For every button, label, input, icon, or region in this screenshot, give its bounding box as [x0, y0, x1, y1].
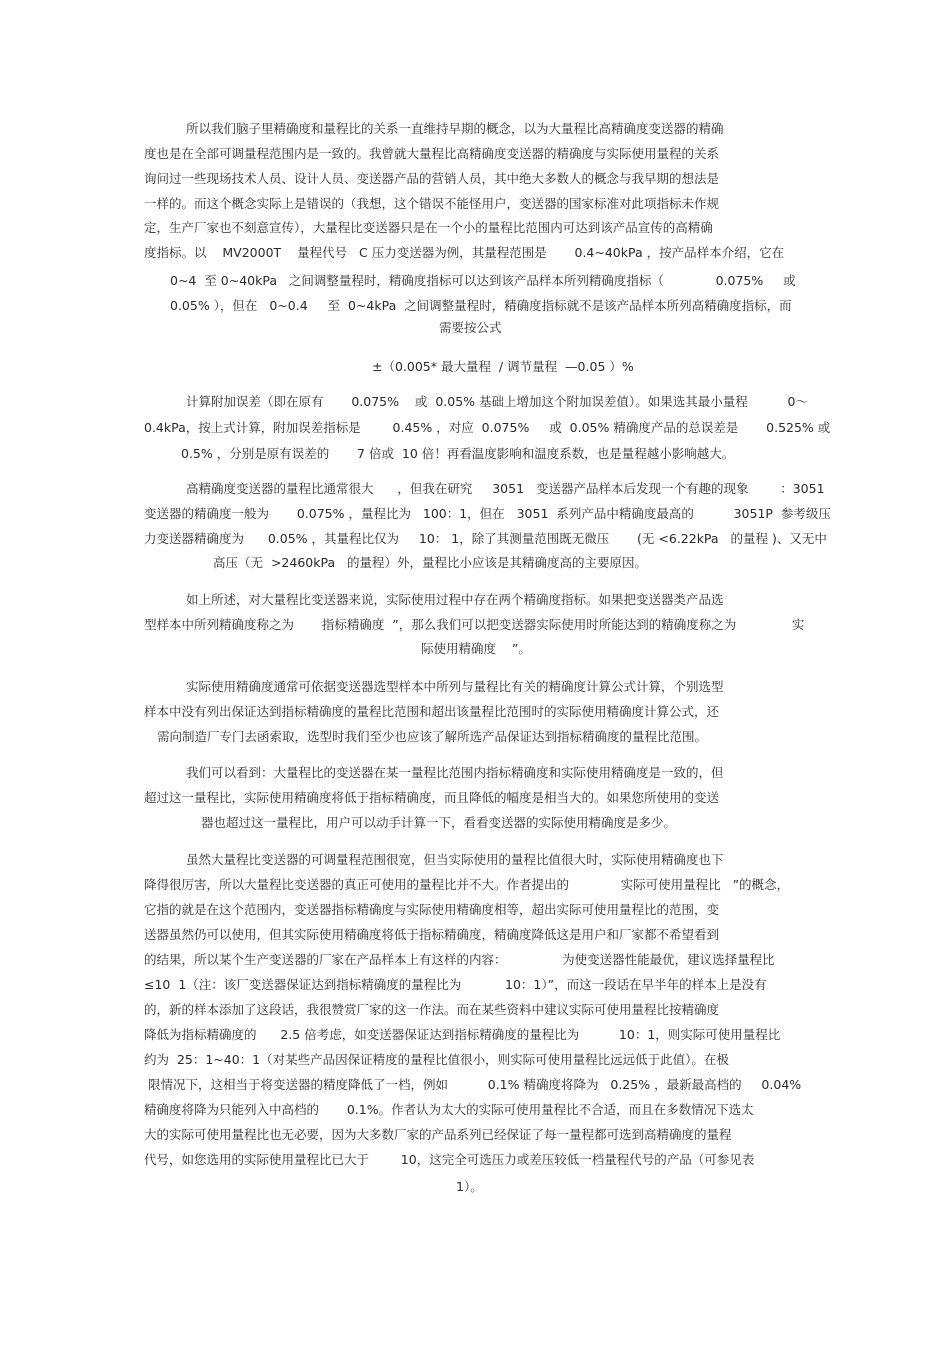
text-line: 高压（无 >2460kPa 的量程）外，量程比小应该是其精确度高的主要原因。 — [213, 555, 648, 570]
text-line: 需向制造厂专门去函索取，选型时我们至少也应该了解所选产品保证达到指标精确度的量程比范围。 — [157, 729, 708, 744]
text-line: 的结果，所以某个生产变送器的厂家在产品样本上有这样的内容： 为使变送器性能最优，建议选择量程比 — [144, 952, 775, 967]
text-line: 大的实际可使用量程比也无必要，因为大多数厂家的产品系列已经保证了每一量程都可选到高精确度的量程 — [144, 1127, 732, 1142]
text-line: 约为 25：1~40：1（对某些产品因保证精度的量程比值很小，则实际可使用量程比远远低于此值）。在极 — [144, 1052, 729, 1067]
text-line: 我们可以看到：大量程比的变送器在某一量程比范围内指标精确度和实际使用精确度是一致的，但 — [186, 765, 724, 780]
text-line: 力变送器精确度为 0.05% ，其量程比仅为 10： 1，除了其测量范围既无微压 (无 <6.22kPa 的量程 )、又无中 — [144, 531, 827, 546]
text-line: 如上所述，对大量程比变送器来说，实际使用过程中存在两个精确度指标。如果把变送器类产品选 — [186, 592, 724, 607]
text-line: 高精确度变送器的量程比通常很大 ，但我在研究 3051 变送器产品样本后发现一个有趣的现象 ：3051 — [186, 481, 825, 496]
text-line: 限情况下，这相当于将变送器的精度降低了一档，例如 0.1% 精确度将降为 0.25% ，最新最高档的 0.04% — [148, 1077, 802, 1092]
text-line: 0~4 至 0~40kPa 之间调整量程时，精确度指标可以达到该产品样本所列精确度指标（ 0.075% 或 — [170, 273, 796, 288]
text-line: 0.4kPa，按上式计算，附加误差指标是 0.45% ，对应 0.075% 或 0.05% 精确度产品的总误差是 0.525% 或 — [144, 420, 831, 435]
text-line: 0.5% ，分别是原有误差的 7 倍或 10 倍！再看温度影响和温度系数，也是量程越小影响越大。 — [181, 446, 735, 461]
text-line: ≤10 1（注：该厂变送器保证达到指标精确度的量程比为 10：1）”，而这一段话在早半年的样本上是没有 — [144, 977, 767, 992]
text-line: 送器虽然仍可以使用，但其实际使用精确度将低于指标精确度，精确度降低这是用户和厂家都不希望看到 — [144, 927, 720, 942]
text-line: 0.05% ），但在 0~0.4 至 0~4kPa 之间调整量程时，精确度指标就不是该产品样本所列高精确度指标，而 — [170, 298, 792, 313]
text-line: 降低为指标精确度的 2.5 倍考虑，如变送器保证达到指标精确度的量程比为 10：1，则实际可使用量程比 — [144, 1027, 781, 1042]
text-line: 需要按公式 — [439, 320, 502, 335]
text-line: 1）。 — [456, 1179, 483, 1194]
text-line: 度也是在全部可调量程范围内是一致的。我曾就大量程比高精确度变送器的精确度与实际使用量程的关系 — [144, 146, 720, 161]
text-line: 型样本中所列精确度称之为 指标精确度 ”，那么我们可以把变送器实际使用时所能达到的精确度称之为 实 — [144, 617, 805, 632]
text-line: 所以我们脑子里精确度和量程比的关系一直维持早期的概念，以为大量程比高精确度变送器的精确 — [186, 121, 724, 136]
text-line: 它指的就是在这个范围内，变送器指标精确度与实际使用精确度相等，超出实际可使用量程比的范围，变 — [144, 902, 720, 917]
text-line: 样本中没有列出保证达到指标精确度的量程比范围和超出该量程比范围时的实际使用精确度计算公式，还 — [144, 704, 720, 719]
text-line: 虽然大量程比变送器的可调量程范围很宽，但当实际使用的量程比值很大时，实际使用精确度也下 — [186, 852, 724, 867]
text-line: 度指标。以 MV2000T 量程代号 C 压力变送器为例，其量程范围是 0.4~40kPa ，按产品样本介绍，它在 — [144, 245, 785, 260]
text-line: 询问过一些现场技术人员、设计人员、变送器产品的营销人员，其中绝大多数人的概念与我早期的想法是 — [144, 171, 720, 186]
text-line: 变送器的精确度一般为 0.075% ，量程比为 100：1，但在 3051 系列产品中精确度最高的 3051P 参考级压 — [144, 506, 831, 521]
text-line: 一样的。而这个概念实际上是错误的（我想，这个错误不能怪用户，变送器的国家标准对此项指标未作规 — [144, 196, 720, 211]
formula-line: ±（0.005* 最大量程 / 调节量程 —0.05 ）% — [372, 359, 634, 374]
text-line: 的，新的样本添加了这段话，我很赞赏厂家的这一作法。而在某些资料中建议实际可使用量程比按精确度 — [144, 1002, 720, 1017]
text-line: 计算附加误差（即在原有 0.075% 或 0.05% 基础上增加这个附加误差值）。如果选其最小量程 0～ — [186, 394, 808, 409]
text-line: 际使用精确度 ”。 — [421, 641, 531, 656]
text-line: 器也超过这一量程比，用户可以动手计算一下，看看变送器的实际使用精确度是多少。 — [201, 815, 677, 830]
text-line: 定，生产厂家也不刻意宣传），大量程比变送器只是在一个小的量程比范围内可达到该产品宣传的高精确 — [144, 220, 713, 235]
text-line: 实际使用精确度通常可依据变送器选型样本中所列与量程比有关的精确度计算公式计算，个别选型 — [186, 679, 724, 694]
text-line: 精确度将降为只能列入中高档的 0.1%。作者认为太大的实际可使用量程比不合适，而且在多数情况下选太 — [144, 1102, 754, 1117]
text-line: 代号，如您选用的实际使用量程比已大于 10，这完全可选压力或差压较低一档量程代号的产品（可参见表 — [144, 1152, 755, 1167]
text-line: 超过这一量程比，实际使用精确度将低于指标精确度，而且降低的幅度是相当大的。如果您所使用的变送 — [144, 790, 720, 805]
text-line: 降得很厉害，所以大量程比变送器的真正可使用的量程比并不大。作者提出的 实际可使用量程比 ”的概念， — [144, 877, 790, 892]
